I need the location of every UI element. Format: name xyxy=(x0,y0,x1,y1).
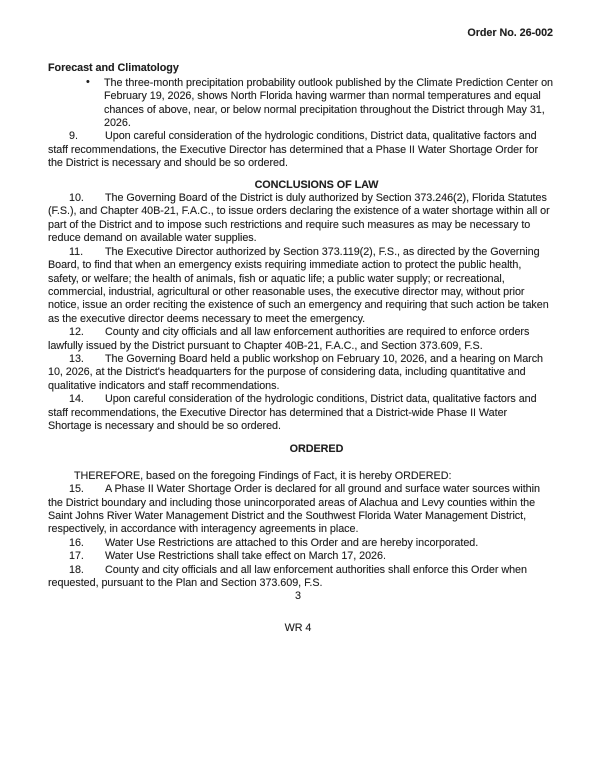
footer-code: WR 4 xyxy=(284,621,312,634)
paragraph-number: 9. xyxy=(69,130,78,143)
numbered-paragraph-12 xyxy=(48,326,553,353)
numbered-paragraph-11 xyxy=(48,246,553,326)
order-number: Order No. 26-002 xyxy=(467,27,553,39)
numbered-paragraph-14 xyxy=(48,393,553,433)
document-content xyxy=(48,27,553,635)
paragraph-text: The Governing Board of the District is duly authorized by Section 373.246(2), Florida Statutes (F.S.), and Chapter 40B-21, F.A.C., to issue orders declaring the existence of a water shortage within all or part of the District and to impose such restrictions and require such measures as may be necessary to reduce demand on available water supplies. xyxy=(48,192,550,245)
paragraph-number: 16. xyxy=(69,536,84,549)
paragraph-number: 10. xyxy=(69,192,84,205)
paragraph-text: County and city officials and all law enforcement authorities are required to enforce orders lawfully issued by the District pursuant to Chapter 40B-21, F.A.C., and Section 373.609, F.S. xyxy=(48,326,530,352)
numbered-paragraph-9 xyxy=(48,130,553,170)
bullet-list-item xyxy=(48,77,553,131)
therefore-line: THEREFORE, based on the foregoing Findings of Fact, it is hereby ORDERED: xyxy=(74,469,452,482)
section-heading-forecast-and-climatology: Forecast and Climatology xyxy=(48,62,179,75)
paragraph-text: County and city officials and all law enforcement authorities shall enforce this Order when requested, pursuant to the Plan and Section 373.609, F.S. xyxy=(48,563,527,590)
numbered-paragraph-18 xyxy=(48,564,553,591)
paragraph-number: 12. xyxy=(69,326,84,339)
bullet-text: The three-month precipitation probability outlook published by the Climate Prediction Center on February 19, 2026, shows North Florida having warmer than normal temperatures and equal chances of above, near, or below normal precipitation throughout the District through May 31, 2026. xyxy=(104,76,553,130)
numbered-paragraph-10 xyxy=(48,192,553,246)
paragraph-number: 18. xyxy=(69,563,84,576)
page-number: 3 xyxy=(295,590,301,603)
paragraph-text: The Governing Board held a public workshop on February 10, 2026, and a hearing on March 10, 2026, at the District's headquarters for the purpose of considering data, including quantitative and qualitative indicators and staff recommendations. xyxy=(48,352,543,392)
bullet-icon: • xyxy=(86,75,90,88)
ordered-heading: ORDERED xyxy=(289,443,344,456)
paragraph-text: Upon careful consideration of the hydrologic conditions, District data, qualitative factors and staff recommendations, the Executive Director has determined that a Phase II Water Shortage Order for the District is necessary and should be so ordered. xyxy=(48,130,539,170)
numbered-paragraph-13 xyxy=(48,353,553,393)
paragraph-number: 17. xyxy=(69,550,84,563)
paragraph-number: 14. xyxy=(69,393,84,406)
paragraph-number: 13. xyxy=(69,352,84,365)
paragraph-number: 11. xyxy=(69,245,84,258)
paragraph-number: 15. xyxy=(69,483,84,496)
conclusions-of-law-heading: CONCLUSIONS OF LAW xyxy=(254,178,379,191)
paragraph-text: Water Use Restrictions are attached to this Order and are hereby incorporated. xyxy=(105,536,479,549)
numbered-paragraph-15 xyxy=(48,483,553,537)
paragraph-text: A Phase II Water Shortage Order is declared for all ground and surface water sources within the District boundary and including those unincorporated areas of Alachua and Levy counties within the Saint Johns River Water Management District and the Southwest Florida Water Management District, respectively, in accordance with interagency agreements in place. xyxy=(48,483,540,536)
numbered-paragraph-16 xyxy=(48,537,553,550)
paragraph-text: Upon careful consideration of the hydrologic conditions, District data, qualitative factors and staff recommendations, the Executive Director has determined that a District-wide Phase II Water Shortage is necessary and should be so ordered. xyxy=(48,393,537,432)
numbered-paragraph-17 xyxy=(48,550,553,563)
paragraph-text: The Executive Director authorized by Section 373.119(2), F.S., as directed by the Governing Board, to find that when an emergency exists requiring immediate action to protect the public health, safety, or welfare; the health of animals, fish or aquatic life; a public water supply; or recreational, commercial, industrial, agricultural or other reasonable uses, the executive director may, without prior notice, issue an order reciting the existence of such an emergency and requiring that such action be taken as the executive director deems necessary to meet the emergency. xyxy=(48,245,549,325)
paragraph-text: Water Use Restrictions shall take effect on March 17, 2026. xyxy=(105,550,386,563)
